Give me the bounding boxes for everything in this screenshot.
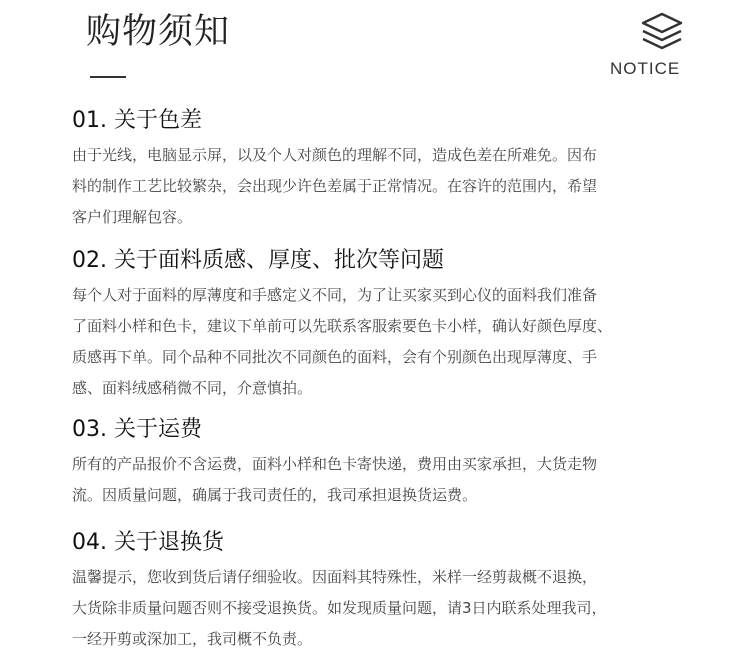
section-body bbox=[72, 562, 692, 655]
section-returns bbox=[72, 528, 692, 655]
body-line: 所有的产品报价不含运费，面料小样和色卡寄快递，费用由买家承担，大货走物 bbox=[72, 455, 598, 473]
section-fabric-quality bbox=[72, 246, 692, 404]
body-line: 一经开剪或深加工，我司概不负责。 bbox=[72, 630, 313, 648]
body-line: 每个人对于面料的厚薄度和手感定义不同，为了让买家买到心仪的面料我们准备 bbox=[72, 286, 598, 304]
section-body bbox=[72, 140, 692, 233]
body-line: 料的制作工艺比较繁杂，会出现少许色差属于正常情况。在容许的范围内，希望 bbox=[72, 177, 598, 195]
section-shipping bbox=[72, 415, 692, 511]
section-body bbox=[72, 280, 692, 404]
body-line: 流。因质量问题，确属于我司责任的，我司承担退换货运费。 bbox=[72, 486, 478, 504]
section-heading: 03. 关于运费 bbox=[72, 417, 202, 442]
section-heading: 04. 关于退换货 bbox=[72, 530, 224, 555]
body-line: 了面料小样和色卡，建议下单前可以先联系客服索要色卡小样，确认好颜色厚度、 bbox=[72, 317, 613, 335]
section-body bbox=[72, 449, 692, 511]
body-line: 客户们理解包容。 bbox=[72, 208, 193, 226]
page-title: 购物须知 bbox=[86, 12, 231, 52]
section-color-difference bbox=[72, 106, 692, 233]
section-heading: 01. 关于色差 bbox=[72, 108, 202, 133]
notice-label: NOTICE bbox=[610, 59, 681, 78]
title-underline bbox=[90, 76, 126, 78]
section-heading: 02. 关于面料质感、厚度、批次等问题 bbox=[72, 248, 444, 273]
body-line: 温馨提示，您收到货后请仔细验收。因面料其特殊性，米样一经剪裁概不退换， bbox=[72, 568, 598, 586]
body-line: 质感再下单。同个品种不同批次不同颜色的面料，会有个别颜色出现厚薄度、手 bbox=[72, 348, 598, 366]
layers-icon bbox=[640, 12, 684, 52]
body-line: 大货除非质量问题否则不接受退换货。如发现质量问题，请3日内联系处理我司， bbox=[72, 599, 607, 617]
body-line: 由于光线，电脑显示屏，以及个人对颜色的理解不同，造成色差在所难免。因布 bbox=[72, 146, 598, 164]
body-line: 感、面料绒感稍微不同，介意慎拍。 bbox=[72, 379, 313, 397]
